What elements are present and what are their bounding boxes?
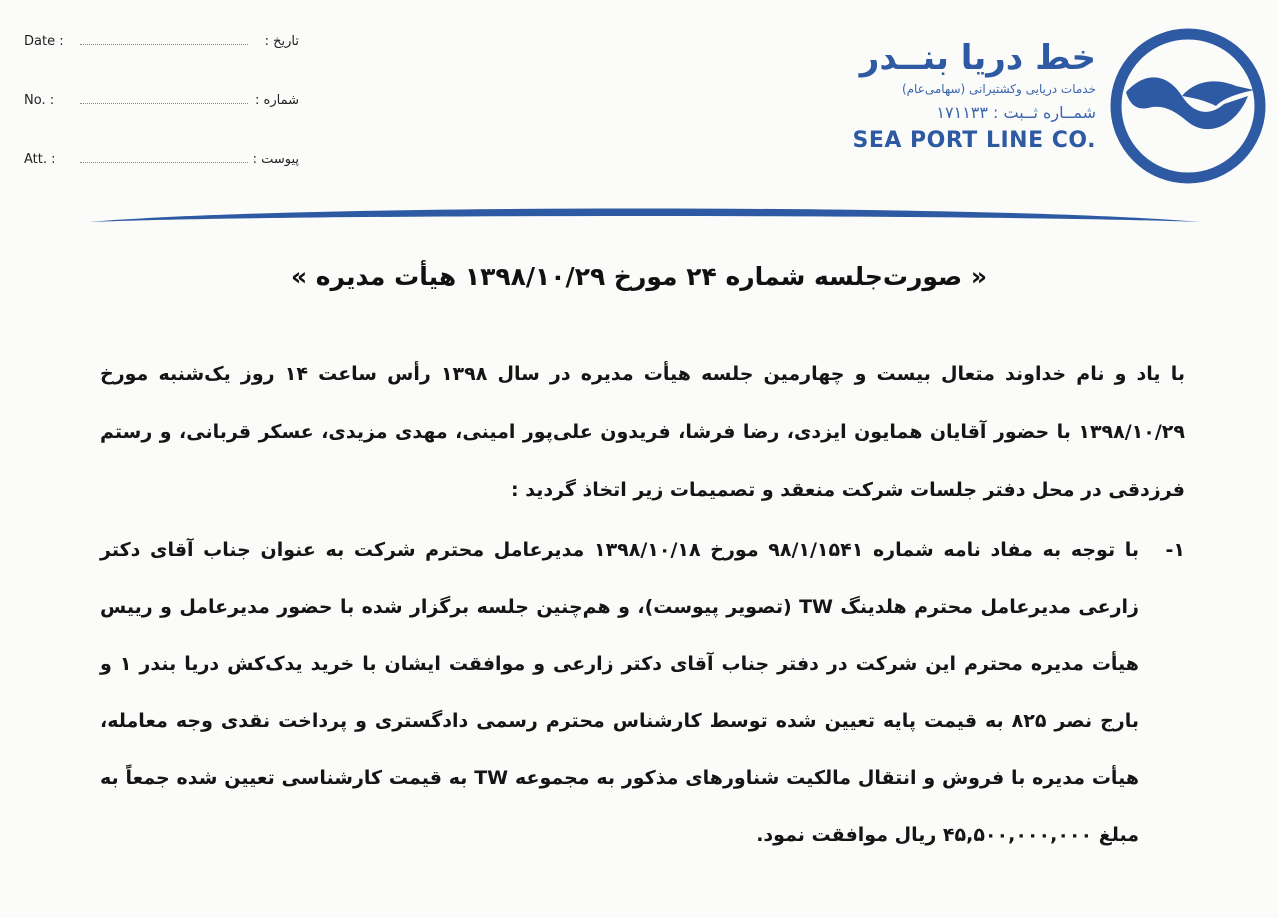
company-logo-text xyxy=(850,38,1096,156)
decision-item xyxy=(100,522,1185,864)
date-label-en: Date : xyxy=(24,34,64,49)
date-dotted-line xyxy=(80,44,248,45)
company-name-en: SEA PORT LINE CO. xyxy=(852,128,1096,153)
document-title: « صورت‌جلسه شماره ۲۴ مورخ ۱۳۹۸/۱۰/۲۹ هیأت مدیره » xyxy=(290,262,988,291)
header-divider xyxy=(90,200,1200,230)
decision-item-number: ۱- xyxy=(1165,539,1185,561)
decision-item-text: با توجه به مفاد نامه شماره ۹۸/۱/۱۵۴۱ مورخ ۱۳۹۸/۱۰/۱۸ مدیرعامل محترم شرکت به عنوان جناب آقای دکتر زارعی مدیرعامل محترم هلدینگ TW (تصویر پیوست)، و هم‌چنین جلسه برگزار شده با حضور مدیرعامل و رییس هیأت مدیره محترم این شرکت در دفتر جناب آقای دکتر زارعی و موافقت ایشان با خرید یدک‌کش دریا بندر ۱ و بارج نصر ۸۲۵ به قیمت پایه تعیین شده توسط کارشناس محترم رسمی دادگستری و پرداخت نقدی وجه معامله، هیأت مدیره با فروش و انتقال مالکیت شناورهای مذکور به مجموعه TW به قیمت کارشناسی تعیین شده جمعاً به مبلغ ۴۵,۵۰۰,۰۰۰,۰۰۰ ریال موافقت نمود. xyxy=(100,539,1140,846)
number-label-en: No. : xyxy=(24,93,55,108)
company-subtitle-fa: خدمات دریایی وکشتیرانی (سهامی‌عام) xyxy=(901,82,1096,96)
number-field xyxy=(24,93,299,113)
sea-port-line-emblem-icon xyxy=(1108,26,1268,186)
attachment-label-en: Att. : xyxy=(24,152,56,167)
document-meta xyxy=(24,34,299,211)
attachment-label-fa: پیوست : xyxy=(252,152,299,167)
company-name-fa: خط دریا بنــدر xyxy=(859,38,1096,78)
registration-number: شمــاره ثــبت : ۱۷۱۱۳۳ xyxy=(936,103,1096,122)
number-dotted-line xyxy=(80,103,248,104)
intro-paragraph: با یاد و نام خداوند متعال بیست و چهارمین جلسه هیأت مدیره در سال ۱۳۹۸ رأس ساعت ۱۴ روز یک‌شنبه مورخ ۱۳۹۸/۱۰/۲۹ با حضور آقایان همایون ایزدی، رضا فرشا، فریدون علی‌پور امینی، مهدی مزیدی، عسکر قربانی، و رستم فرزدقی در محل دفتر جلسات شرکت منعقد و تصمیمات زیر اتخاذ گردید : xyxy=(100,363,1185,501)
attachment-dotted-line xyxy=(80,162,248,163)
date-label-fa: تاریخ : xyxy=(264,34,299,49)
attachment-field xyxy=(24,152,299,172)
number-label-fa: شماره : xyxy=(255,93,299,108)
date-field xyxy=(24,34,299,54)
